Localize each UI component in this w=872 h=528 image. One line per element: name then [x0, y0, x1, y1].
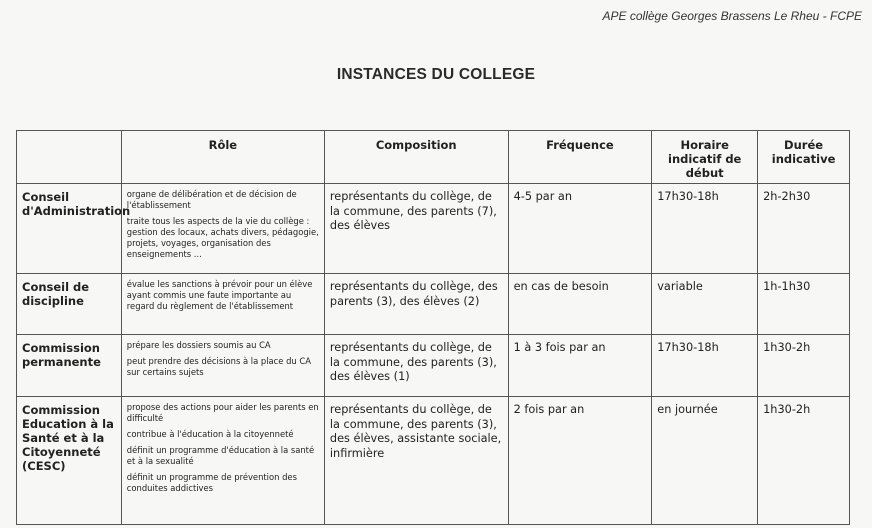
table-row — [17, 274, 850, 335]
instance-role — [121, 397, 324, 525]
instance-composition: représentants du collège, de la commune, des parents (7), des élèves — [324, 184, 508, 274]
instance-frequence: 4-5 par an — [508, 184, 652, 274]
role-item: prépare les dossiers soumis au CA — [126, 340, 271, 350]
instance-name: Conseil d'Administration — [17, 184, 122, 274]
table-row — [17, 335, 850, 397]
instance-name: Conseil de discipline — [17, 274, 122, 335]
instance-duree: 2h-2h30 — [758, 184, 850, 274]
role-item: évalue les sanctions à prévoir pour un élève ayant commis une faute importante au regard du règlement de l'établissement — [126, 279, 313, 311]
instance-role — [121, 274, 324, 335]
organization-header: APE collège Georges Brassens Le Rheu - FCPE — [602, 9, 862, 23]
table-row — [17, 397, 850, 525]
instance-composition: représentants du collège, de la commune, des parents (3), des élèves, assistante sociale, infirmière — [324, 397, 508, 525]
instance-role — [121, 335, 324, 397]
column-header-duree: Durée indicative — [758, 131, 850, 184]
column-header-role: Rôle — [121, 131, 324, 184]
column-header-name — [17, 131, 122, 184]
instance-frequence: 2 fois par an — [508, 397, 652, 525]
instance-name: Commission permanente — [17, 335, 122, 397]
instance-role — [121, 184, 324, 274]
instance-name: Commission Education à la Santé et à la Citoyenneté (CESC) — [17, 397, 122, 525]
role-item: contribue à l'éducation à la citoyenneté — [126, 429, 294, 439]
instance-frequence: en cas de besoin — [508, 274, 652, 335]
instance-horaire: 17h30-18h — [652, 184, 758, 274]
role-item: définit un programme d'éducation à la santé et à la sexualité — [126, 445, 315, 466]
table-row — [17, 184, 850, 274]
instance-duree: 1h30-2h — [758, 335, 850, 397]
table-header-row — [17, 131, 850, 184]
instance-horaire: 17h30-18h — [652, 335, 758, 397]
instances-table — [16, 130, 850, 525]
instance-horaire: variable — [652, 274, 758, 335]
role-item: définit un programme de prévention des conduites addictives — [126, 472, 297, 493]
instance-duree: 1h-1h30 — [758, 274, 850, 335]
role-item: traite tous les aspects de la vie du collège : gestion des locaux, achats divers, pédagogie, projets, voyages, organisation des enseignements ... — [126, 216, 319, 259]
column-header-frequence: Fréquence — [508, 131, 652, 184]
role-item: peut prendre des décisions à la place du CA sur certains sujets — [126, 356, 311, 377]
role-item: organe de délibération et de décision de l'établissement — [126, 189, 297, 210]
page-title: INSTANCES DU COLLEGE — [336, 66, 536, 83]
instance-horaire: en journée — [652, 397, 758, 525]
column-header-horaire: Horaire indicatif de début — [652, 131, 758, 184]
instance-composition: représentants du collège, des parents (3), des élèves (2) — [324, 274, 508, 335]
column-header-composition: Composition — [324, 131, 508, 184]
role-item: propose des actions pour aider les parents en difficulté — [126, 402, 319, 423]
instance-duree: 1h30-2h — [758, 397, 850, 525]
instance-frequence: 1 à 3 fois par an — [508, 335, 652, 397]
instance-composition: représentants du collège, de la commune, des parents (3), des élèves (1) — [324, 335, 508, 397]
